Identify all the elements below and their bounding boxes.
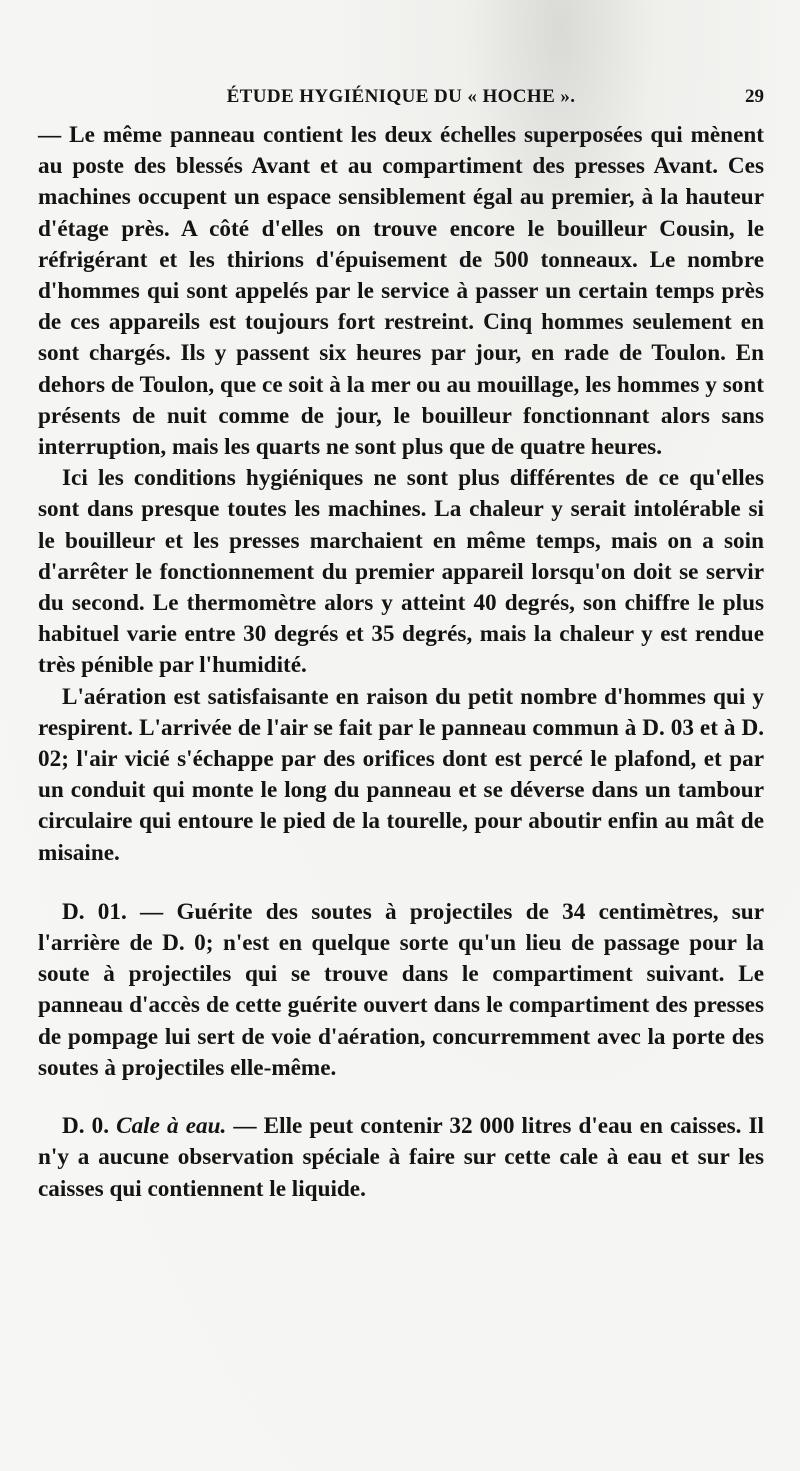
paragraph-3: L'aération est satisfaisante en raison du petit nombre d'hommes qui y respirent. L'arrivée de l'air se fait par le panneau commun à D. 03 et à D. 02; l'air vicié s'échappe par des orifices dont est percé le plafond, et par un conduit qui monte le long du panneau et se déverse dans un tambour circulaire qui entoure le pied de la tourelle, pour aboutir enfin au mât de misaine.	[38, 683, 764, 866]
page-number: 29	[745, 86, 764, 107]
paragraph-d0	[38, 1111, 764, 1205]
running-head	[38, 86, 764, 114]
section-title-cale: Cale à eau.	[109, 1113, 227, 1140]
paragraph-d01	[38, 897, 764, 1084]
section-label-d0: D. 0.	[62, 1113, 110, 1140]
body-text	[38, 120, 764, 1205]
running-title: ÉTUDE HYGIÉNIQUE DU « HOCHE ».	[226, 86, 576, 107]
paragraph-d01-text: — Guérite des soutes à projectiles de 34 centimètres, sur l'arrière de D. 0; n'est en quelque sorte qu'un lieu de passage pour la soute à projectiles qui se trouve dans le compartiment suivant. Le panneau d'accès de cette guérite ouvert dans le compartiment des presses de pompage lui sert de voie d'aération, concurremment avec la porte des soutes à projectiles elle-même.	[38, 898, 764, 1081]
section-label-d01: D. 01.	[62, 898, 127, 925]
paragraph-2: Ici les conditions hygiéniques ne sont plus différentes de ce qu'elles sont dans presque toutes les machines. La chaleur y serait intolérable si le bouilleur et les presses marchaient en même temps, mais on a soin d'arrêter le fonctionnement du premier appareil lorsqu'on doit se servir du second. Le thermomètre alors y atteint 40 degrés, son chiffre le plus habituel varie entre 30 degrés et 35 degrés, mais la chaleur y est rendue très pénible par l'humidité.	[38, 465, 764, 679]
paragraph-1: — Le même panneau contient les deux échelles superposées qui mènent au poste des blessés Avant et au compartiment des presses Avant. Ces machines occupent un espace sensiblement égal au premier, à la hauteur d'étage près. A côté d'elles on trouve encore le bouilleur Cousin, le réfrigérant et les thirions d'épuisement de 500 tonneaux. Le nombre d'hommes qui sont appelés par le service à passer un certain temps près de ces appareils est toujours fort restreint. Cinq hommes seulement en sont chargés. Ils y passent six heures par jour, en rade de Toulon. En dehors de Toulon, que ce soit à la mer ou au mouillage, les hommes y sont présents de nuit comme de jour, le bouilleur fonctionnant alors sans interruption, mais les quarts ne sont plus que de quatre heures.	[38, 122, 764, 461]
paragraph-d0-text: — Elle peut contenir 32 000 litres d'eau en caisses. Il n'y a aucune observation spéciale à faire sur cette cale à eau et sur les caisses qui contiennent le liquide.	[38, 1113, 764, 1202]
